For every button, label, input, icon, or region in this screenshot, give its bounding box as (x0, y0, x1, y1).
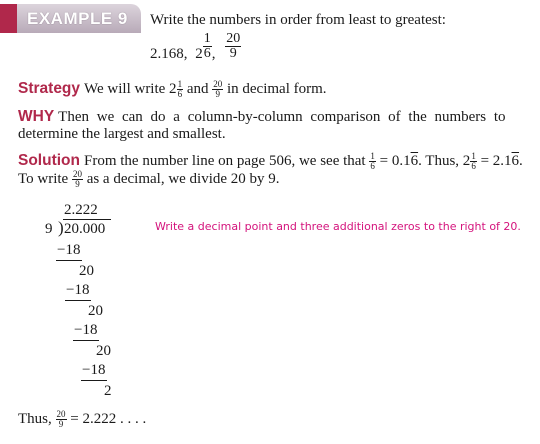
step-line-4 (81, 380, 107, 381)
step-subtract-2: −18 (66, 282, 90, 298)
solution-text2: To write (18, 171, 72, 188)
conclusion-text: Thus, (18, 411, 56, 428)
strategy-label: Strategy (18, 80, 81, 98)
comma: , (211, 45, 216, 62)
number-mixed-whole: 2 (195, 45, 203, 62)
step-remainder-2: 20 (88, 303, 103, 319)
why-line1 (18, 108, 533, 126)
example-numbers (150, 32, 241, 61)
step-line-3 (73, 340, 99, 341)
example-prompt: Write the numbers in order from least to greatest: (150, 12, 446, 28)
division-note: Write a decimal point and three additional zeros to the right of 20. (155, 220, 521, 233)
solution-fraction-one-sixth: $\frac{1}{6}$ (370, 151, 375, 171)
step-subtract-1: −18 (57, 242, 81, 258)
strategy-fraction: $\frac{20}{9}$ (213, 79, 223, 99)
quotient: 2.222 (64, 202, 98, 218)
step-remainder-4: 2 (104, 383, 112, 399)
solution-period: . (519, 153, 523, 170)
example-tab: EXAMPLE 9 (17, 4, 141, 33)
example-accent-bar (0, 4, 17, 33)
why-text: Then we can do a column-by-column comparison of the numbers to (58, 109, 506, 125)
why-line2: determine the largest and smallest. (18, 126, 226, 142)
number-decimal: 2.168, (150, 45, 188, 62)
step-remainder-3: 20 (96, 343, 111, 359)
division-bracket: ) (58, 218, 64, 237)
solution-line1 (18, 152, 523, 171)
repeating-digit-2: 6 (511, 153, 520, 170)
number-fraction: $\frac{20}{9}$ (226, 31, 241, 61)
divisor: 9 (45, 221, 53, 237)
solution-eq: = 0.1 (375, 153, 411, 170)
strategy-line (18, 80, 327, 99)
solution-eq2: = 2.1 (476, 153, 512, 170)
conclusion-line (18, 410, 146, 429)
strategy-mixed-fraction: $\frac{1}{6}$ (177, 79, 183, 99)
division-bar (63, 219, 111, 220)
step-remainder-1: 20 (79, 263, 94, 279)
step-subtract-4: −18 (82, 362, 106, 378)
step-subtract-3: −18 (74, 322, 98, 338)
solution-line2 (18, 170, 280, 189)
dividend: 20.000 (64, 221, 106, 237)
strategy-text: We will write 2 (84, 81, 177, 98)
strategy-text-end: in decimal form. (223, 81, 327, 98)
strategy-and: and (183, 81, 213, 98)
why-label: WHY (18, 108, 55, 125)
conclusion-value: = 2.222 . . . . (66, 411, 147, 428)
solution-text2-end: as a decimal, we divide 20 by 9. (82, 171, 280, 188)
step-line-1 (56, 260, 82, 261)
solution-thus: . Thus, 2 (418, 153, 471, 170)
solution-mixed-fraction: $\frac{1}{6}$ (471, 151, 476, 171)
solution-text: From the number line on page 506, we see that (84, 153, 370, 170)
conclusion-fraction: $\frac{20}{9}$ (56, 409, 66, 429)
number-mixed-fraction: $\frac{1}{6}$ (203, 31, 211, 61)
solution-label: Solution (18, 152, 80, 170)
solution-fraction-20-9: $\frac{20}{9}$ (72, 169, 82, 189)
repeating-digit: 6 (410, 153, 419, 170)
step-line-2 (65, 300, 91, 301)
